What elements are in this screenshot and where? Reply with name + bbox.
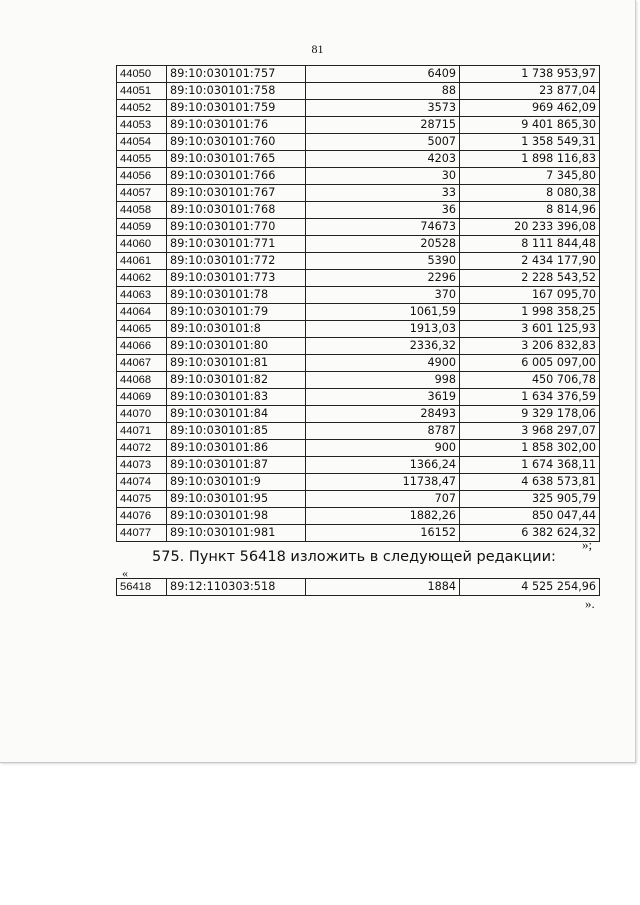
cadastral-number: 89:10:030101:767 (167, 185, 306, 202)
cadastral-number: 89:10:030101:757 (167, 66, 306, 83)
row-number: 44066 (117, 338, 167, 355)
row-number: 44050 (117, 66, 167, 83)
table-row (117, 321, 600, 338)
row-number: 44072 (117, 440, 167, 457)
cadastral-number: 89:10:030101:770 (167, 219, 306, 236)
cadastral-number: 89:10:030101:9 (167, 474, 306, 491)
table-row (117, 219, 600, 236)
row-number: 44069 (117, 389, 167, 406)
row-number: 44056 (117, 168, 167, 185)
cadastral-value: 3 206 832,83 (460, 338, 600, 355)
table-row (117, 525, 600, 542)
area-value: 88 (306, 83, 460, 100)
row-number: 44053 (117, 117, 167, 134)
cadastral-value: 9 329 178,06 (460, 406, 600, 423)
cadastral-number: 89:10:030101:81 (167, 355, 306, 372)
cadastral-value: 450 706,78 (460, 372, 600, 389)
cadastral-value: 7 345,80 (460, 168, 600, 185)
cadastral-number: 89:10:030101:766 (167, 168, 306, 185)
cadastral-value: 1 898 116,83 (460, 151, 600, 168)
cadastral-number: 89:10:030101:98 (167, 508, 306, 525)
table-row (117, 66, 600, 83)
cadastral-value: 6 005 097,00 (460, 355, 600, 372)
area-value: 4203 (306, 151, 460, 168)
cadastral-number: 89:10:030101:85 (167, 423, 306, 440)
row-number: 44070 (117, 406, 167, 423)
table-row (117, 372, 600, 389)
table-row (117, 389, 600, 406)
area-value: 370 (306, 287, 460, 304)
row-number: 56418 (117, 579, 167, 596)
table-body (117, 66, 600, 542)
table-row (117, 253, 600, 270)
table-row (117, 185, 600, 202)
cadastral-value: 8 814,96 (460, 202, 600, 219)
row-number: 44068 (117, 372, 167, 389)
table-row (117, 508, 600, 525)
row-number: 44076 (117, 508, 167, 525)
cadastral-value: 3 601 125,93 (460, 321, 600, 338)
row-number: 44058 (117, 202, 167, 219)
cadastral-number: 89:10:030101:84 (167, 406, 306, 423)
area-value: 3573 (306, 100, 460, 117)
table-row (117, 440, 600, 457)
row-number: 44073 (117, 457, 167, 474)
cadastral-value: 2 434 177,90 (460, 253, 600, 270)
row-number: 44059 (117, 219, 167, 236)
cadastral-number: 89:10:030101:768 (167, 202, 306, 219)
area-value: 11738,47 (306, 474, 460, 491)
row-number: 44052 (117, 100, 167, 117)
cadastral-number: 89:10:030101:760 (167, 134, 306, 151)
cadastral-number: 89:10:030101:87 (167, 457, 306, 474)
table-row (117, 83, 600, 100)
table-row (117, 270, 600, 287)
cadastral-value: 6 382 624,32 (460, 525, 600, 542)
amendment-paragraph: 575. Пункт 56418 изложить в следующей редакции: (152, 549, 556, 565)
cadastral-number: 89:10:030101:759 (167, 100, 306, 117)
cadastral-value: 8 111 844,48 (460, 236, 600, 253)
area-value: 1882,26 (306, 508, 460, 525)
area-value: 28715 (306, 117, 460, 134)
area-value: 36 (306, 202, 460, 219)
row-number: 44051 (117, 83, 167, 100)
cadastral-value: 9 401 865,30 (460, 117, 600, 134)
cadastral-value: 2 228 543,52 (460, 270, 600, 287)
cadastral-number: 89:10:030101:772 (167, 253, 306, 270)
area-value: 5007 (306, 134, 460, 151)
row-number: 44057 (117, 185, 167, 202)
area-value: 74673 (306, 219, 460, 236)
area-value: 30 (306, 168, 460, 185)
area-value: 900 (306, 440, 460, 457)
area-value: 2336,32 (306, 338, 460, 355)
area-value: 1366,24 (306, 457, 460, 474)
table-row (117, 236, 600, 253)
cadastral-number: 89:10:030101:981 (167, 525, 306, 542)
table-row (117, 168, 600, 185)
closing-quote: ». (585, 596, 595, 611)
cadastral-number: 89:10:030101:86 (167, 440, 306, 457)
cadastral-number: 89:10:030101:95 (167, 491, 306, 508)
row-number: 44060 (117, 236, 167, 253)
cadastral-value: 8 080,38 (460, 185, 600, 202)
row-number: 44061 (117, 253, 167, 270)
row-number: 44065 (117, 321, 167, 338)
table-row (117, 579, 600, 596)
cadastral-number: 89:10:030101:758 (167, 83, 306, 100)
area-value: 707 (306, 491, 460, 508)
table-row (117, 202, 600, 219)
table-row (117, 423, 600, 440)
area-value: 20528 (306, 236, 460, 253)
cadastral-value: 1 998 358,25 (460, 304, 600, 321)
opening-quote: « (122, 566, 128, 580)
table-row (117, 100, 600, 117)
row-number: 44075 (117, 491, 167, 508)
row-number: 44062 (117, 270, 167, 287)
row-number: 44067 (117, 355, 167, 372)
table-row (117, 457, 600, 474)
area-value: 1884 (306, 579, 460, 596)
cadastral-number: 89:12:110303:518 (167, 579, 306, 596)
table-row (117, 474, 600, 491)
area-value: 28493 (306, 406, 460, 423)
row-number: 44074 (117, 474, 167, 491)
area-value: 16152 (306, 525, 460, 542)
row-number: 44054 (117, 134, 167, 151)
row-number: 44064 (117, 304, 167, 321)
cadastral-number: 89:10:030101:773 (167, 270, 306, 287)
row-number: 44063 (117, 287, 167, 304)
table-row (117, 287, 600, 304)
cadastral-number: 89:10:030101:82 (167, 372, 306, 389)
table-row (117, 406, 600, 423)
table-row (117, 338, 600, 355)
cadastral-value: 1 738 953,97 (460, 66, 600, 83)
cadastral-value: 1 858 302,00 (460, 440, 600, 457)
cadastral-value: 969 462,09 (460, 100, 600, 117)
cadastral-number: 89:10:030101:771 (167, 236, 306, 253)
row-number: 44055 (117, 151, 167, 168)
cadastral-value-table (116, 65, 600, 542)
area-value: 8787 (306, 423, 460, 440)
area-value: 3619 (306, 389, 460, 406)
table-closing-quote: »; (582, 537, 593, 552)
area-value: 998 (306, 372, 460, 389)
area-value: 2296 (306, 270, 460, 287)
row-number: 44071 (117, 423, 167, 440)
cadastral-value: 1 634 376,59 (460, 389, 600, 406)
cadastral-value: 20 233 396,08 (460, 219, 600, 236)
area-value: 4900 (306, 355, 460, 372)
cadastral-value: 1 674 368,11 (460, 457, 600, 474)
table-row (117, 304, 600, 321)
cadastral-number: 89:10:030101:78 (167, 287, 306, 304)
cadastral-value: 325 905,79 (460, 491, 600, 508)
cadastral-number: 89:10:030101:80 (167, 338, 306, 355)
cadastral-number: 89:10:030101:76 (167, 117, 306, 134)
area-value: 5390 (306, 253, 460, 270)
area-value: 1913,03 (306, 321, 460, 338)
row-number: 44077 (117, 525, 167, 542)
cadastral-number: 89:10:030101:79 (167, 304, 306, 321)
area-value: 33 (306, 185, 460, 202)
table-row (117, 134, 600, 151)
cadastral-value: 4 525 254,96 (460, 579, 600, 596)
table-row (117, 355, 600, 372)
cadastral-value: 23 877,04 (460, 83, 600, 100)
cadastral-number: 89:10:030101:8 (167, 321, 306, 338)
cadastral-value: 4 638 573,81 (460, 474, 600, 491)
replacement-row-table (116, 578, 600, 596)
table-row (117, 151, 600, 168)
cadastral-value: 1 358 549,31 (460, 134, 600, 151)
cadastral-value: 850 047,44 (460, 508, 600, 525)
table-row (117, 117, 600, 134)
table-row (117, 491, 600, 508)
cadastral-value: 3 968 297,07 (460, 423, 600, 440)
area-value: 1061,59 (306, 304, 460, 321)
cadastral-number: 89:10:030101:765 (167, 151, 306, 168)
cadastral-number: 89:10:030101:83 (167, 389, 306, 406)
cadastral-value: 167 095,70 (460, 287, 600, 304)
area-value: 6409 (306, 66, 460, 83)
page-number: 81 (311, 42, 324, 56)
